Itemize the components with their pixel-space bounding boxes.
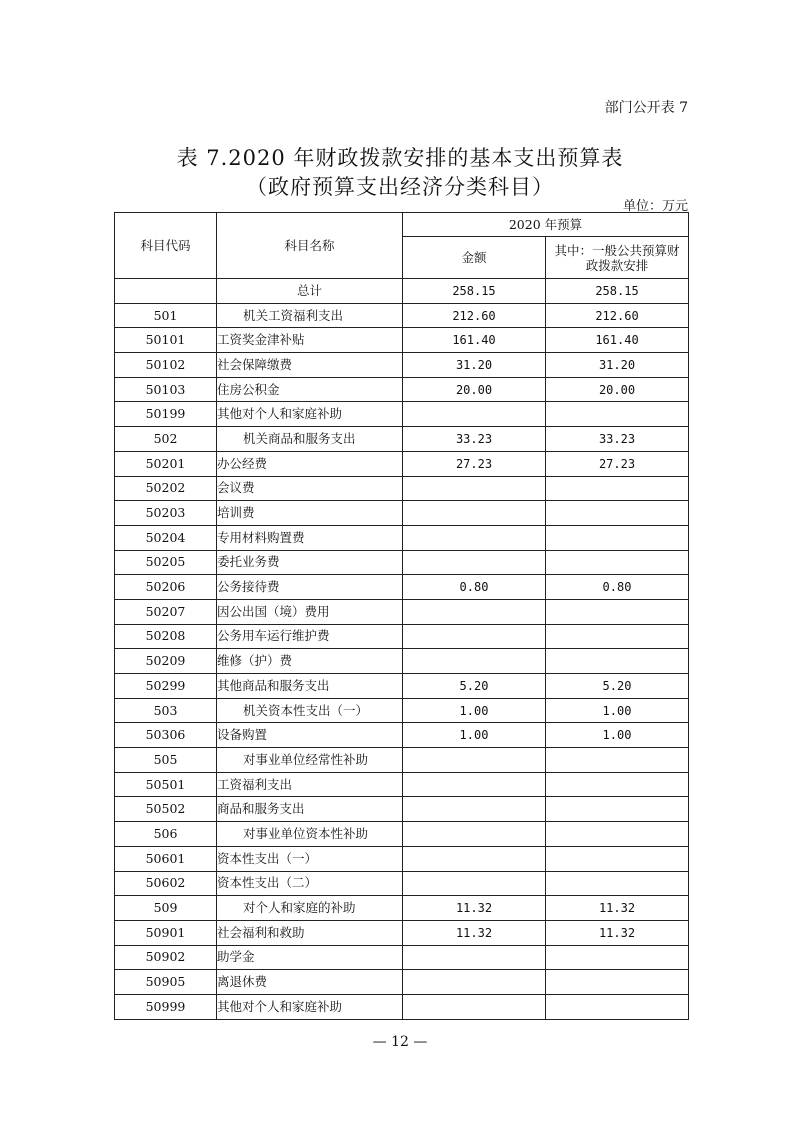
cell-amount bbox=[403, 748, 546, 773]
cell-amount bbox=[403, 649, 546, 674]
table-row bbox=[115, 501, 689, 526]
cell-name: 离退休费 bbox=[217, 970, 403, 995]
cell-name: 办公经费 bbox=[217, 451, 403, 476]
cell-code: 50901 bbox=[115, 920, 217, 945]
cell-amount: 258.15 bbox=[403, 279, 546, 304]
cell-general-public-amount bbox=[546, 822, 689, 847]
cell-name: 机关商品和服务支出 bbox=[217, 427, 403, 452]
cell-amount: 161.40 bbox=[403, 328, 546, 353]
table-row bbox=[115, 822, 689, 847]
table-row bbox=[115, 402, 689, 427]
table-row bbox=[115, 575, 689, 600]
cell-name: 设备购置 bbox=[217, 723, 403, 748]
table-row bbox=[115, 476, 689, 501]
cell-amount: 5.20 bbox=[403, 674, 546, 699]
cell-general-public-amount: 33.23 bbox=[546, 427, 689, 452]
cell-name: 其他商品和服务支出 bbox=[217, 674, 403, 699]
table-row bbox=[115, 797, 689, 822]
cell-general-public-amount: 258.15 bbox=[546, 279, 689, 304]
document-label: 部门公开表 7 bbox=[604, 100, 688, 116]
cell-code: 50203 bbox=[115, 501, 217, 526]
cell-code: 506 bbox=[115, 822, 217, 847]
cell-code: 50601 bbox=[115, 846, 217, 871]
cell-general-public-amount bbox=[546, 599, 689, 624]
header-code: 科目代码 bbox=[115, 213, 217, 279]
table-row bbox=[115, 550, 689, 575]
cell-general-public-amount bbox=[546, 994, 689, 1019]
table-row bbox=[115, 303, 689, 328]
cell-code: 50101 bbox=[115, 328, 217, 353]
page-subtitle: （政府预算支出经济分类科目） bbox=[246, 175, 554, 199]
cell-name: 因公出国（境）费用 bbox=[217, 599, 403, 624]
cell-general-public-amount: 11.32 bbox=[546, 896, 689, 921]
cell-general-public-amount bbox=[546, 402, 689, 427]
header-general-public-line2: 政拨款安排 bbox=[585, 257, 649, 273]
table-header bbox=[115, 213, 689, 279]
table-row bbox=[115, 994, 689, 1019]
cell-general-public-amount bbox=[546, 748, 689, 773]
cell-amount bbox=[403, 501, 546, 526]
cell-name: 社会保障缴费 bbox=[217, 353, 403, 378]
header-name: 科目名称 bbox=[217, 213, 403, 279]
cell-code: 50209 bbox=[115, 649, 217, 674]
cell-general-public-amount bbox=[546, 945, 689, 970]
cell-amount: 11.32 bbox=[403, 920, 546, 945]
cell-code: 50306 bbox=[115, 723, 217, 748]
budget-table bbox=[114, 212, 689, 1020]
cell-amount bbox=[403, 945, 546, 970]
cell-amount: 11.32 bbox=[403, 896, 546, 921]
cell-code bbox=[115, 279, 217, 304]
table-body bbox=[115, 279, 689, 1020]
cell-amount bbox=[403, 970, 546, 995]
cell-amount bbox=[403, 871, 546, 896]
cell-general-public-amount: 5.20 bbox=[546, 674, 689, 699]
cell-name: 住房公积金 bbox=[217, 377, 403, 402]
cell-general-public-amount bbox=[546, 550, 689, 575]
cell-name: 对事业单位经常性补助 bbox=[217, 748, 403, 773]
cell-name: 社会福利和救助 bbox=[217, 920, 403, 945]
header-general-public bbox=[546, 237, 689, 279]
cell-general-public-amount: 27.23 bbox=[546, 451, 689, 476]
cell-name: 委托业务费 bbox=[217, 550, 403, 575]
cell-amount: 20.00 bbox=[403, 377, 546, 402]
cell-code: 50902 bbox=[115, 945, 217, 970]
cell-code: 50299 bbox=[115, 674, 217, 699]
cell-amount bbox=[403, 476, 546, 501]
cell-general-public-amount: 31.20 bbox=[546, 353, 689, 378]
cell-amount bbox=[403, 550, 546, 575]
cell-code: 50602 bbox=[115, 871, 217, 896]
cell-general-public-amount bbox=[546, 797, 689, 822]
cell-general-public-amount bbox=[546, 525, 689, 550]
table-row bbox=[115, 896, 689, 921]
cell-code: 50501 bbox=[115, 772, 217, 797]
cell-name: 工资奖金津补贴 bbox=[217, 328, 403, 353]
cell-name: 助学金 bbox=[217, 945, 403, 970]
cell-general-public-amount bbox=[546, 871, 689, 896]
table-row bbox=[115, 945, 689, 970]
cell-amount: 0.80 bbox=[403, 575, 546, 600]
table-row bbox=[115, 328, 689, 353]
cell-name: 其他对个人和家庭补助 bbox=[217, 402, 403, 427]
table-row bbox=[115, 624, 689, 649]
cell-name: 其他对个人和家庭补助 bbox=[217, 994, 403, 1019]
cell-code: 503 bbox=[115, 698, 217, 723]
cell-amount: 31.20 bbox=[403, 353, 546, 378]
cell-code: 50204 bbox=[115, 525, 217, 550]
table-row bbox=[115, 723, 689, 748]
cell-amount: 27.23 bbox=[403, 451, 546, 476]
cell-code: 50999 bbox=[115, 994, 217, 1019]
unit-label: 单位：万元 bbox=[622, 199, 688, 214]
table-row bbox=[115, 698, 689, 723]
table-row bbox=[115, 427, 689, 452]
table-row bbox=[115, 451, 689, 476]
page-number: — 12 — bbox=[372, 1034, 428, 1050]
cell-general-public-amount bbox=[546, 624, 689, 649]
cell-amount: 212.60 bbox=[403, 303, 546, 328]
cell-general-public-amount: 1.00 bbox=[546, 723, 689, 748]
cell-name: 对个人和家庭的补助 bbox=[217, 896, 403, 921]
cell-code: 505 bbox=[115, 748, 217, 773]
cell-amount bbox=[403, 624, 546, 649]
cell-amount bbox=[403, 994, 546, 1019]
cell-code: 50202 bbox=[115, 476, 217, 501]
cell-code: 50205 bbox=[115, 550, 217, 575]
cell-amount: 1.00 bbox=[403, 723, 546, 748]
cell-name: 机关工资福利支出 bbox=[217, 303, 403, 328]
header-budget-group: 2020 年预算 bbox=[403, 213, 689, 237]
cell-code: 501 bbox=[115, 303, 217, 328]
cell-code: 50103 bbox=[115, 377, 217, 402]
cell-amount bbox=[403, 772, 546, 797]
table-row bbox=[115, 353, 689, 378]
cell-code: 50208 bbox=[115, 624, 217, 649]
cell-general-public-amount: 161.40 bbox=[546, 328, 689, 353]
cell-code: 50199 bbox=[115, 402, 217, 427]
cell-name: 公务接待费 bbox=[217, 575, 403, 600]
cell-general-public-amount bbox=[546, 772, 689, 797]
page-title: 表 7.2020 年财政拨款安排的基本支出预算表 bbox=[176, 146, 624, 170]
cell-amount bbox=[403, 599, 546, 624]
cell-name: 资本性支出（一） bbox=[217, 846, 403, 871]
table-row bbox=[115, 970, 689, 995]
cell-name: 商品和服务支出 bbox=[217, 797, 403, 822]
cell-code: 502 bbox=[115, 427, 217, 452]
header-general-public-line1: 其中：一般公共预算财 bbox=[554, 242, 680, 258]
cell-general-public-amount bbox=[546, 649, 689, 674]
table-row bbox=[115, 772, 689, 797]
cell-amount bbox=[403, 846, 546, 871]
cell-amount bbox=[403, 402, 546, 427]
table-row bbox=[115, 871, 689, 896]
table-row bbox=[115, 846, 689, 871]
table-row bbox=[115, 279, 689, 304]
cell-general-public-amount: 212.60 bbox=[546, 303, 689, 328]
cell-code: 50102 bbox=[115, 353, 217, 378]
cell-name: 会议费 bbox=[217, 476, 403, 501]
cell-amount bbox=[403, 525, 546, 550]
cell-name: 维修（护）费 bbox=[217, 649, 403, 674]
cell-name: 培训费 bbox=[217, 501, 403, 526]
cell-name: 公务用车运行维护费 bbox=[217, 624, 403, 649]
cell-code: 50207 bbox=[115, 599, 217, 624]
cell-general-public-amount bbox=[546, 846, 689, 871]
cell-code: 509 bbox=[115, 896, 217, 921]
cell-name: 资本性支出（二） bbox=[217, 871, 403, 896]
cell-general-public-amount: 11.32 bbox=[546, 920, 689, 945]
cell-name: 机关资本性支出（一） bbox=[217, 698, 403, 723]
cell-general-public-amount bbox=[546, 476, 689, 501]
table-row bbox=[115, 674, 689, 699]
cell-code: 50201 bbox=[115, 451, 217, 476]
table-row bbox=[115, 920, 689, 945]
table-row bbox=[115, 748, 689, 773]
cell-name: 工资福利支出 bbox=[217, 772, 403, 797]
table-row bbox=[115, 649, 689, 674]
cell-general-public-amount bbox=[546, 501, 689, 526]
cell-general-public-amount: 20.00 bbox=[546, 377, 689, 402]
cell-general-public-amount: 1.00 bbox=[546, 698, 689, 723]
cell-amount: 1.00 bbox=[403, 698, 546, 723]
table-row bbox=[115, 377, 689, 402]
header-amount: 金额 bbox=[403, 237, 546, 279]
cell-name: 专用材料购置费 bbox=[217, 525, 403, 550]
table-row bbox=[115, 525, 689, 550]
cell-code: 50905 bbox=[115, 970, 217, 995]
cell-amount: 33.23 bbox=[403, 427, 546, 452]
cell-code: 50502 bbox=[115, 797, 217, 822]
table-row bbox=[115, 599, 689, 624]
cell-code: 50206 bbox=[115, 575, 217, 600]
cell-name: 对事业单位资本性补助 bbox=[217, 822, 403, 847]
cell-amount bbox=[403, 822, 546, 847]
cell-amount bbox=[403, 797, 546, 822]
cell-general-public-amount bbox=[546, 970, 689, 995]
cell-name: 总计 bbox=[217, 279, 403, 304]
cell-general-public-amount: 0.80 bbox=[546, 575, 689, 600]
